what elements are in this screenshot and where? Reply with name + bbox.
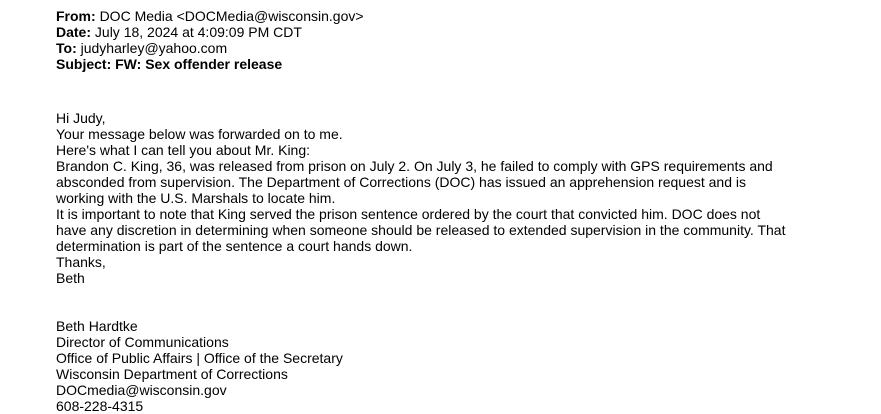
email-message (56, 8, 856, 414)
body-line: Your message below was forwarded on to me. (56, 126, 343, 142)
from-row (56, 8, 856, 24)
email-body (56, 110, 856, 318)
subject-value: FW: Sex offender release (115, 56, 283, 72)
body-line: It is important to note that King served the prison sentence ordered by the court that convicted him. DOC does not (56, 206, 761, 222)
body-line: Brandon C. King, 36, was released from prison on July 2. On July 3, he failed to comply with GPS requirements and (56, 158, 773, 174)
signature-organization: Wisconsin Department of Corrections (56, 366, 288, 382)
spacer (56, 286, 856, 302)
email-headers (56, 8, 856, 72)
signature-title: Director of Communications (56, 334, 229, 350)
body-line: determination is part of the sentence a court hands down. (56, 238, 413, 254)
body-line: working with the U.S. Marshals to locate him. (56, 190, 336, 206)
signature-name: Beth Hardtke (56, 318, 138, 334)
signature-office: Office of Public Affairs | Office of the Secretary (56, 350, 343, 366)
email-signature (56, 318, 856, 414)
date-value: July 18, 2024 at 4:09:09 PM CDT (94, 24, 302, 40)
to-label: To: (56, 40, 77, 56)
subject-label: Subject: (56, 56, 112, 72)
greeting-line: Hi Judy, (56, 110, 106, 126)
body-line: absconded from supervision. The Department of Corrections (DOC) has issued an apprehension request and is (56, 174, 746, 190)
closing-line: Thanks, (56, 254, 106, 270)
sender-first-name: Beth (56, 270, 85, 286)
from-value: DOC Media <DOCMedia@wisconsin.gov> (99, 8, 364, 24)
spacer (56, 302, 856, 318)
to-value[interactable]: judyharley@yahoo.com (80, 40, 228, 56)
to-row (56, 40, 856, 56)
from-label: From: (56, 8, 96, 24)
date-row (56, 24, 856, 40)
body-line: have any discretion in determining when someone should be released to extended supervision in the community. That (56, 222, 786, 238)
signature-email[interactable]: DOCmedia@wisconsin.gov (56, 382, 227, 398)
body-line: Here's what I can tell you about Mr. King: (56, 142, 311, 158)
signature-phone: 608-228-4315 (56, 398, 144, 414)
date-label: Date: (56, 24, 92, 40)
subject-row (56, 56, 856, 72)
